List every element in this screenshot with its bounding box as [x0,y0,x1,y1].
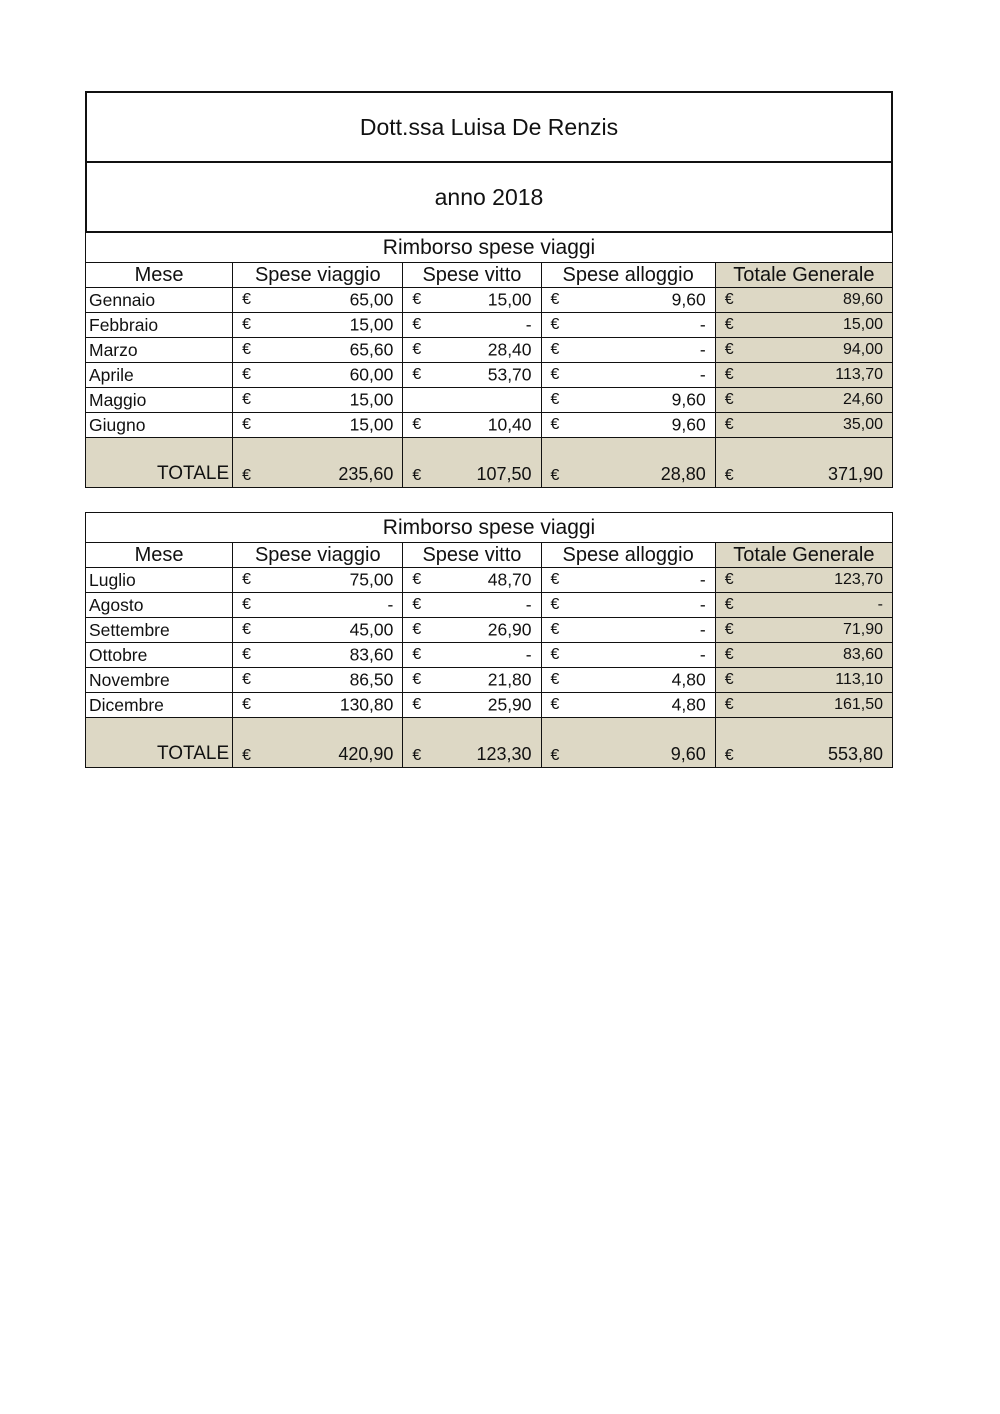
amount-value: 83,60 [349,644,394,665]
table-row [86,593,893,618]
expense-sheet [85,91,893,768]
total-value: 28,80 [660,464,706,484]
euro-symbol: € [724,467,734,484]
table-row [86,643,893,668]
amount-value: 26,90 [487,619,532,640]
amount-cell-travel [233,288,403,313]
amount-cell-lodging [541,388,715,413]
euro-symbol: € [550,416,560,433]
total-value: 420,90 [338,744,394,764]
euro-symbol: € [412,671,422,688]
amount-cell-travel [233,568,403,593]
euro-symbol: € [550,571,560,588]
euro-symbol: € [412,747,422,764]
amount-cell-travel [233,693,403,718]
amount-value: - [699,314,706,335]
euro-symbol: € [550,467,560,484]
table-row [86,568,893,593]
total-cell-lodging [541,438,715,488]
amount-value: 21,80 [487,669,532,690]
month-cell: Agosto [86,593,233,618]
euro-symbol: € [550,646,560,663]
total-value: 235,60 [338,464,394,484]
amount-value: - [699,339,706,360]
amount-cell-food [403,413,541,438]
month-cell: Giugno [86,413,233,438]
amount-cell-total [715,568,892,593]
amount-value: 130,80 [339,694,394,715]
amount-cell-food [403,388,541,413]
table-caption: Rimborso spese viaggi [86,233,893,263]
month-cell: Gennaio [86,288,233,313]
euro-symbol: € [550,621,560,638]
amount-value: - [877,596,883,613]
amount-cell-travel [233,313,403,338]
amount-cell-total [715,413,892,438]
table-row [86,363,893,388]
total-cell-total [715,438,892,488]
month-cell: Ottobre [86,643,233,668]
column-header-travel: Spese viaggio [233,263,403,288]
total-cell-travel [233,718,403,768]
table-row [86,388,893,413]
amount-value: 89,60 [842,291,883,308]
euro-symbol: € [724,696,734,713]
month-cell: Maggio [86,388,233,413]
euro-symbol: € [412,366,422,383]
euro-symbol: € [550,747,560,764]
euro-symbol: € [724,747,734,764]
euro-symbol: € [242,366,252,383]
euro-symbol: € [724,571,734,588]
amount-cell-travel [233,338,403,363]
amount-cell-total [715,618,892,643]
amount-value: 60,00 [349,364,394,385]
amount-value: 15,00 [349,414,394,435]
column-header-lodging: Spese alloggio [541,543,715,568]
euro-symbol: € [550,696,560,713]
euro-symbol: € [242,596,252,613]
euro-symbol: € [724,416,734,433]
euro-symbol: € [242,316,252,333]
euro-symbol: € [242,467,252,484]
amount-value: 9,60 [671,289,706,310]
month-cell: Marzo [86,338,233,363]
euro-symbol: € [412,621,422,638]
table-row [86,618,893,643]
table-caption: Rimborso spese viaggi [86,513,893,543]
amount-value: - [387,594,394,615]
table-row [86,338,893,363]
amount-value: 4,80 [671,669,706,690]
amount-value: 53,70 [487,364,532,385]
doctor-name: Dott.ssa Luisa De Renzis [87,93,891,163]
amount-cell-food [403,288,541,313]
amount-value: 15,00 [487,289,532,310]
totals-row [86,438,893,488]
amount-cell-travel [233,388,403,413]
euro-symbol: € [242,416,252,433]
amount-value: 15,00 [349,389,394,410]
euro-symbol: € [412,416,422,433]
column-header-travel: Spese viaggio [233,543,403,568]
amount-value: 25,90 [487,694,532,715]
amount-value: - [699,594,706,615]
amount-value: 113,70 [835,366,883,383]
amount-value: 65,00 [349,289,394,310]
amount-cell-lodging [541,338,715,363]
total-cell-lodging [541,718,715,768]
euro-symbol: € [412,316,422,333]
amount-cell-total [715,363,892,388]
amount-cell-lodging [541,593,715,618]
amount-cell-lodging [541,413,715,438]
euro-symbol: € [242,391,252,408]
euro-symbol: € [724,316,734,333]
month-cell: Settembre [86,618,233,643]
table-row [86,413,893,438]
euro-symbol: € [550,596,560,613]
table-row [86,288,893,313]
column-header-total: Totale Generale [715,263,892,288]
amount-cell-total [715,288,892,313]
euro-symbol: € [412,341,422,358]
euro-symbol: € [550,291,560,308]
amount-cell-lodging [541,568,715,593]
amount-cell-lodging [541,693,715,718]
month-cell: Aprile [86,363,233,388]
total-cell-food [403,718,541,768]
amount-cell-lodging [541,618,715,643]
total-value: 107,50 [476,464,532,484]
amount-cell-lodging [541,313,715,338]
euro-symbol: € [412,467,422,484]
amount-cell-lodging [541,668,715,693]
amount-value: 9,60 [671,389,706,410]
euro-symbol: € [242,747,252,764]
euro-symbol: € [242,341,252,358]
euro-symbol: € [724,646,734,663]
euro-symbol: € [242,671,252,688]
amount-value: - [699,619,706,640]
expense-table-second-half [85,512,893,768]
euro-symbol: € [550,391,560,408]
total-cell-food [403,438,541,488]
amount-value: 86,50 [349,669,394,690]
amount-cell-total [715,693,892,718]
amount-cell-travel [233,643,403,668]
amount-cell-food [403,568,541,593]
euro-symbol: € [724,291,734,308]
amount-cell-total [715,313,892,338]
amount-cell-total [715,388,892,413]
euro-symbol: € [724,621,734,638]
amount-cell-travel [233,413,403,438]
amount-value: 48,70 [487,569,532,590]
column-header-lodging: Spese alloggio [541,263,715,288]
euro-symbol: € [724,671,734,688]
totals-row [86,718,893,768]
total-value: 123,30 [476,744,532,764]
amount-value: 4,80 [671,694,706,715]
total-cell-travel [233,438,403,488]
amount-cell-lodging [541,363,715,388]
euro-symbol: € [412,646,422,663]
amount-cell-food [403,593,541,618]
euro-symbol: € [550,366,560,383]
amount-cell-total [715,338,892,363]
amount-value: 71,90 [842,621,883,638]
amount-cell-food [403,313,541,338]
column-header-month: Mese [86,263,233,288]
amount-value: - [525,644,532,665]
amount-value: - [699,364,706,385]
total-value: 9,60 [670,744,706,764]
table-gap [85,488,893,512]
amount-value: - [699,644,706,665]
amount-value: - [525,314,532,335]
amount-value: 83,60 [842,646,883,663]
amount-cell-total [715,643,892,668]
amount-cell-lodging [541,288,715,313]
amount-cell-lodging [541,643,715,668]
euro-symbol: € [242,696,252,713]
amount-value: 123,70 [834,571,883,588]
amount-cell-total [715,668,892,693]
document-header [85,91,893,233]
amount-cell-travel [233,618,403,643]
amount-value: 75,00 [349,569,394,590]
total-value: 553,80 [827,744,883,764]
total-value: 371,90 [827,464,883,484]
amount-value: 161,50 [834,696,883,713]
amount-value: 45,00 [349,619,394,640]
amount-cell-travel [233,593,403,618]
month-cell: Dicembre [86,693,233,718]
year-label: anno 2018 [87,163,891,233]
totals-label: TOTALE [86,718,233,768]
amount-cell-food [403,363,541,388]
amount-cell-food [403,693,541,718]
total-cell-total [715,718,892,768]
euro-symbol: € [724,596,734,613]
euro-symbol: € [550,341,560,358]
amount-value: 28,40 [487,339,532,360]
euro-symbol: € [242,571,252,588]
column-header-total: Totale Generale [715,543,892,568]
euro-symbol: € [412,571,422,588]
amount-value: 113,10 [835,671,883,688]
amount-cell-food [403,618,541,643]
euro-symbol: € [412,291,422,308]
tables-container [85,233,893,768]
euro-symbol: € [550,671,560,688]
amount-cell-travel [233,668,403,693]
euro-symbol: € [412,696,422,713]
euro-symbol: € [242,291,252,308]
amount-value: 15,00 [842,316,883,333]
month-cell: Novembre [86,668,233,693]
amount-cell-food [403,338,541,363]
table-row [86,668,893,693]
table-row [86,313,893,338]
totals-label: TOTALE [86,438,233,488]
euro-symbol: € [724,391,734,408]
amount-value: - [525,594,532,615]
euro-symbol: € [724,366,734,383]
amount-cell-food [403,668,541,693]
amount-value: 15,00 [349,314,394,335]
euro-symbol: € [412,596,422,613]
amount-value: 94,00 [842,341,883,358]
amount-cell-travel [233,363,403,388]
amount-value: 65,60 [349,339,394,360]
euro-symbol: € [242,646,252,663]
amount-value: 24,60 [842,391,883,408]
amount-value: 35,00 [842,416,883,433]
amount-value: 10,40 [487,414,532,435]
column-header-food: Spese vitto [403,543,541,568]
euro-symbol: € [242,621,252,638]
month-cell: Luglio [86,568,233,593]
month-cell: Febbraio [86,313,233,338]
expense-table-first-half [85,233,893,488]
amount-value: - [699,569,706,590]
amount-cell-food [403,643,541,668]
table-row [86,693,893,718]
euro-symbol: € [550,316,560,333]
amount-value: 9,60 [671,414,706,435]
column-header-food: Spese vitto [403,263,541,288]
euro-symbol: € [724,341,734,358]
amount-cell-total [715,593,892,618]
column-header-month: Mese [86,543,233,568]
